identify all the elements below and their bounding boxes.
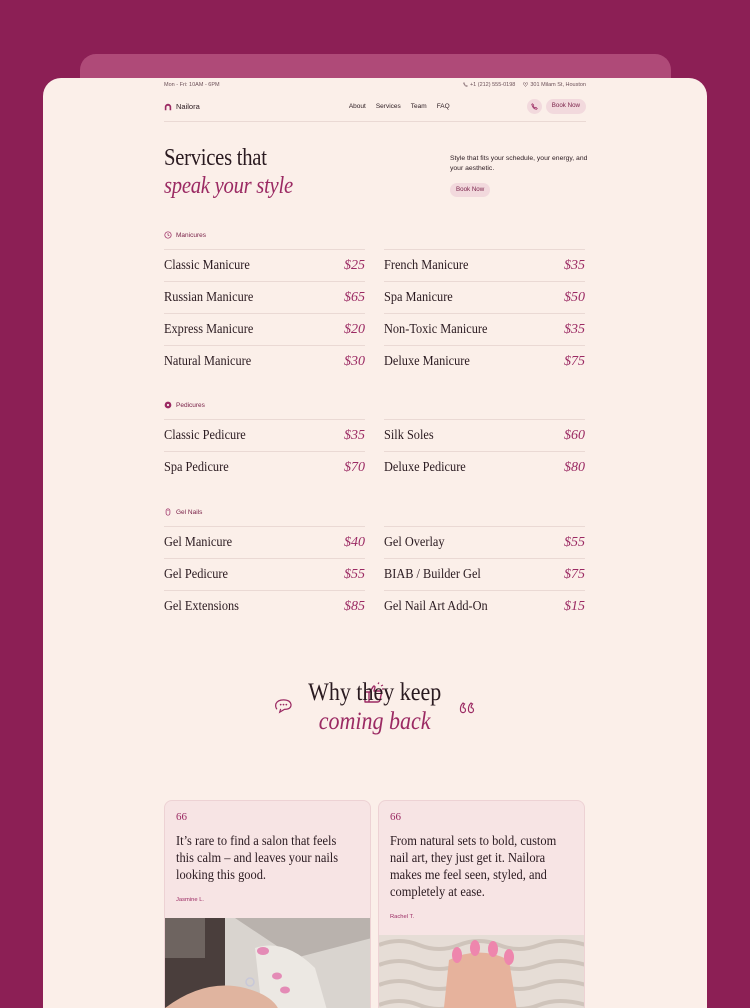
service-price: $25 [344,257,365,273]
service-name: Gel Manicure [164,534,233,550]
service-name: Gel Extensions [164,598,239,614]
service-column-right [384,249,585,377]
service-name: Silk Soles [384,427,434,443]
testimonial-text: It’s rare to find a salon that feels this calm – and leaves your nails looking this good. [176,833,339,882]
nav-divider [164,121,586,122]
title-line-1: Services that [164,145,267,171]
clock-icon [164,231,172,239]
title-line-2: speak your style [164,173,293,199]
service-row[interactable] [164,313,365,345]
service-price: $55 [564,534,585,550]
service-row[interactable] [384,313,585,345]
service-name: Express Manicure [164,321,254,337]
phone-info[interactable] [463,82,515,88]
service-price: $35 [564,321,585,337]
section-label [164,507,586,517]
address-info[interactable] [523,82,586,88]
service-price: $35 [564,257,585,273]
phone-number: +1 (212) 555-0198 [469,81,516,88]
service-name: Spa Manicure [384,289,453,305]
service-row[interactable] [384,249,585,281]
section-label [164,230,586,240]
section-manicures [164,230,586,377]
section-label-text: Manicures [176,231,206,239]
nav-link-faq[interactable]: FAQ [436,103,450,110]
hero-book-now-button[interactable]: Book Now [450,183,490,197]
quote-mark: 66 [390,811,401,823]
phone-icon [531,103,538,110]
testimonial-author: Jasmine L. [176,897,205,903]
service-column-right [384,419,585,483]
brand-name: Nailora [176,102,200,111]
testimonial-card [164,800,371,1008]
testimonial-photo [379,935,585,1008]
service-row[interactable] [164,281,365,313]
testimonials-title-line-1: Why they keep [308,679,442,706]
service-name: Non-Toxic Manicure [384,321,488,337]
nail-icon [164,508,172,516]
brand[interactable] [164,102,200,111]
service-name: Gel Nail Art Add-On [384,598,488,614]
service-row[interactable] [164,526,365,558]
hero-section [164,144,586,204]
service-row[interactable] [164,558,365,590]
service-row[interactable] [384,281,585,313]
service-price: $15 [564,598,585,614]
flower-icon [164,401,172,409]
service-price: $30 [344,353,365,369]
section-label-text: Gel Nails [176,508,203,516]
service-row[interactable] [164,419,365,451]
quote-mark: 66 [176,811,187,823]
service-name: Spa Pedicure [164,459,229,475]
nav-link-about[interactable]: About [348,103,366,110]
service-name: Russian Manicure [164,289,254,305]
section-gel-nails [164,507,586,622]
service-name: Classic Pedicure [164,427,246,443]
hero-tagline: Style that fits your schedule, your energy, and your aesthetic. [450,155,588,172]
service-row[interactable] [384,451,585,483]
section-label-text: Pedicures [176,401,205,409]
service-name: French Manicure [384,257,469,273]
testimonial-author: Rachel T. [390,914,415,920]
service-name: BIAB / Builder Gel [384,566,481,582]
nav-link-team[interactable]: Team [410,103,427,110]
page-container [43,78,707,1008]
testimonials-title-line-2: coming back [319,708,431,735]
brand-logo-icon [164,103,172,111]
service-name: Deluxe Manicure [384,353,470,369]
location-icon [523,82,528,87]
service-name: Natural Manicure [164,353,252,369]
service-row[interactable] [164,451,365,483]
service-price: $35 [344,427,365,443]
service-price: $20 [344,321,365,337]
service-row[interactable] [384,558,585,590]
section-pedicures [164,400,586,483]
hero-aside [450,154,590,197]
service-price: $55 [344,566,365,582]
service-price: $60 [564,427,585,443]
service-row[interactable] [384,590,585,622]
testimonial-card [378,800,585,1008]
service-row[interactable] [384,419,585,451]
service-price: $40 [344,534,365,550]
service-price: $75 [564,353,585,369]
service-price: $50 [564,289,585,305]
opening-hours: Mon - Fri: 10AM - 6PM [164,81,220,88]
service-price: $85 [344,598,365,614]
nav-book-now-button[interactable]: Book Now [546,99,586,113]
service-column-left [164,419,365,483]
top-info-bar [164,78,586,91]
service-row[interactable] [384,526,585,558]
service-name: Gel Pedicure [164,566,228,582]
service-column-left [164,526,365,622]
nav-link-services[interactable]: Services [375,103,401,110]
service-name: Classic Manicure [164,257,250,273]
service-name: Deluxe Pedicure [384,459,466,475]
nav-links [349,103,450,110]
page-title [164,144,293,200]
testimonials-title [308,678,441,736]
service-price: $65 [344,289,365,305]
service-column-right [384,526,585,622]
section-label [164,400,586,410]
service-name: Gel Overlay [384,534,445,550]
testimonials-heading [43,678,707,736]
phone-icon [463,82,468,87]
main-nav [164,98,586,115]
service-price: $75 [564,566,585,582]
service-price: $80 [564,459,585,475]
call-button[interactable] [527,99,542,114]
service-price: $70 [344,459,365,475]
service-row[interactable] [384,345,585,377]
address-text: 301 Milam St, Houston [530,81,586,88]
service-column-left [164,249,365,377]
service-row[interactable] [164,345,365,377]
service-row[interactable] [164,590,365,622]
testimonial-text: From natural sets to bold, custom nail art, they just get it. Nailora makes me feel seen, styled, and completely at ease. [390,833,557,899]
service-row[interactable] [164,249,365,281]
